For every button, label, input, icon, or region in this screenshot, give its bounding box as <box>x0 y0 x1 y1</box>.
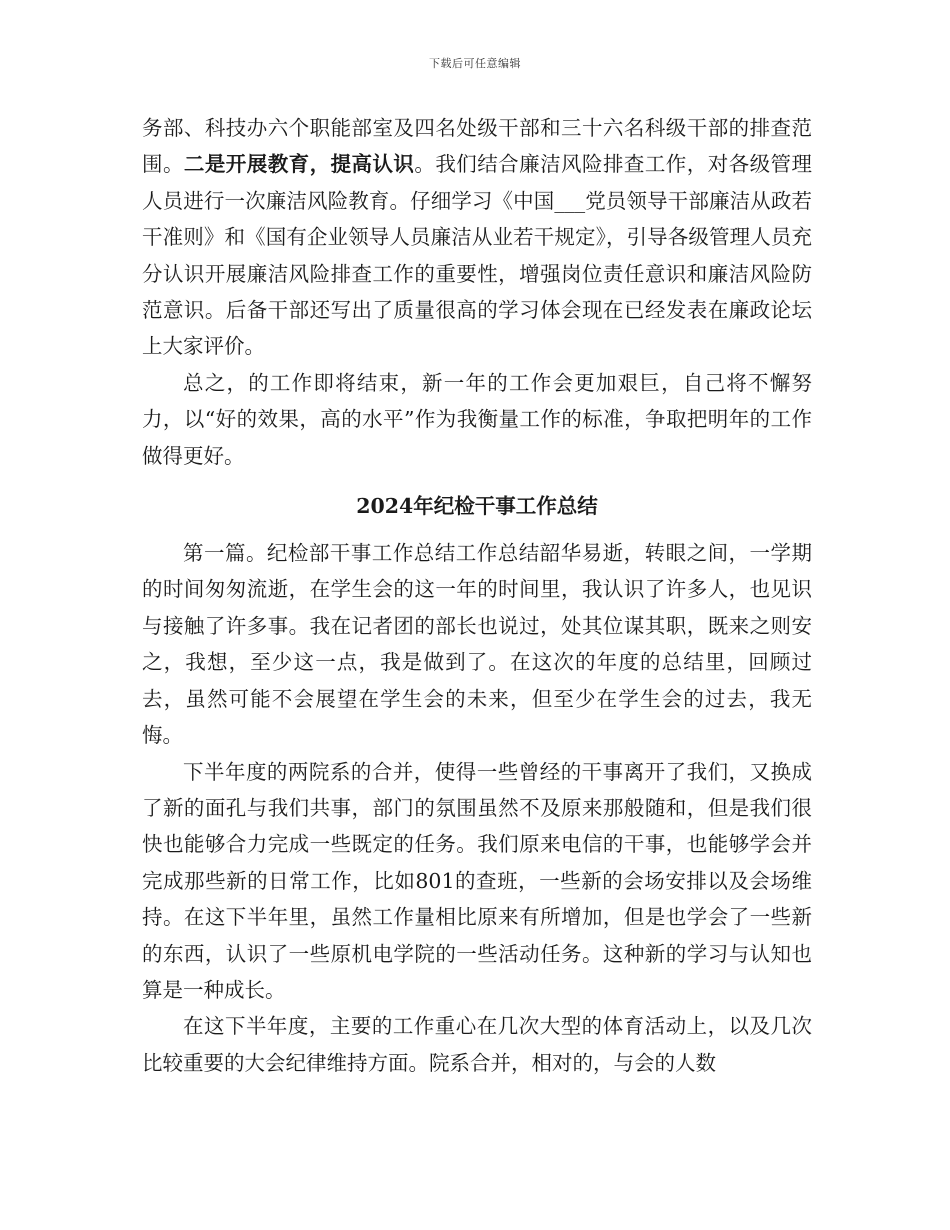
intro-paragraph-2: 总之，的工作即将结束，新一年的工作会更加艰巨，自己将不懈努力，以“好的效果，高的水平”作为我衡量工作的标准，争取把明年的工作做得更好。 <box>142 370 812 468</box>
document-body <box>142 110 812 1081</box>
section-paragraph-1: 第一篇。纪检部干事工作总结工作总结韶华易逝，转眼之间，一学期的时间匆匆流逝，在学生会的这一年的时间里，我认识了许多人，也见识与接触了许多事。我在记者团的部长也说过，处其位谋其职，既来之则安之，我想，至少这一点，我是做到了。在这次的年度的总结里，回顾过去，虽然可能不会展望在学生会的未来，但至少在学生会的过去，我无悔。 <box>142 541 812 748</box>
section-paragraph-2: 下半年度的两院系的合并，使得一些曾经的干事离开了我们，又换成了新的面孔与我们共事，部门的氛围虽然不及原来那般随和，但是我们很快也能够合力完成一些既定的任务。我们原来电信的干事，也能够学会并完成那些新的日常工作，比如801的查班，一些新的会场安排以及会场维持。在这下半年里，虽然工作量相比原来有所增加，但是也学会了一些新的东西，认识了一些原机电学院的一些活动任务。这种新的学习与认知也算是一种成长。 <box>142 759 812 1002</box>
intro-text-1a: 务部、科技办六个职能部室及四名处级干部和三十六名科级干部的排查范围。 <box>142 116 812 177</box>
intro-paragraph-1 <box>142 110 812 365</box>
section-title: 2024年纪检干事工作总结 <box>356 494 598 519</box>
intro-text-1b: 。我们结合廉洁风险排查工作，对各级管理人员进行一次廉洁风险教育。仔细学习《中国___党员领导干部廉洁从政若干准则》和《国有企业领导人员廉洁从业若干规定》，引导各级管理人员充分认识开展廉洁风险排查工作的重要性，增强岗位责任意识和廉洁风险防范意识。后备干部还写出了质量很高的学习体会现在已经发表在廉政论坛上大家评价。 <box>142 152 813 359</box>
section-paragraph-3: 在这下半年度，主要的工作重心在几次大型的体育活动上，以及几次比较重要的大会纪律维持方面。院系合并，相对的，与会的人数 <box>142 1014 812 1075</box>
intro-bold-heading: 二是开展教育，提高认识 <box>183 152 415 177</box>
page-header: 下载后可任意编辑 <box>429 57 521 70</box>
